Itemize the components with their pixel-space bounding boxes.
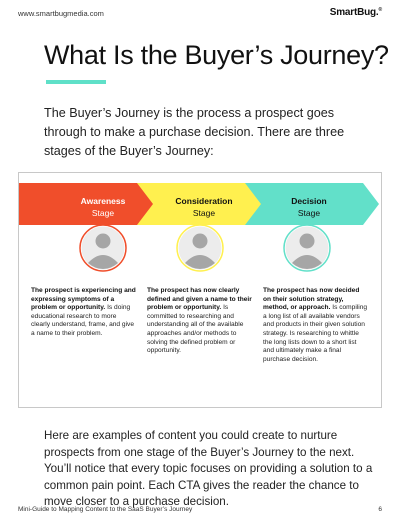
awareness-avatar-icon bbox=[80, 225, 126, 271]
page-title: What Is the Buyer’s Journey? bbox=[44, 40, 389, 70]
awareness-stage-label: Awareness Stage bbox=[80, 196, 126, 218]
consideration-stage-label: Consideration Stage bbox=[175, 196, 233, 218]
title-accent-rule bbox=[46, 80, 106, 84]
page-number: 6 bbox=[378, 506, 382, 513]
decision-avatar-icon bbox=[284, 225, 330, 271]
awareness-description: The prospect is experiencing and expressing symptoms of a problem or opportunity. Is doing educational research to more clearly understand, frame, and give a name to their problem. bbox=[31, 287, 136, 337]
smartbug-logo: SmartBug.® bbox=[329, 7, 382, 18]
outro-paragraph: Here are examples of content you could create to nurture prospects from one stage of the Buyer’s Journey to the next. You’ll notice that every topic focuses on providing a solution to a common pain point. Each CTA gives the reader the chance to move closer to a purchase decision. bbox=[44, 429, 373, 509]
intro-paragraph: The Buyer’s Journey is the process a prospect goes through to make a purchase decision. There are three stages of the Buyer’s Journey: bbox=[44, 106, 345, 158]
consideration-description: The prospect has now clearly defined and given a name to their problem or opportunity. Is committed to researching and understanding all of the available approaches and/or methods to solving the defined problem or opportunity. bbox=[147, 287, 252, 355]
decision-description: The prospect has now decided on their solution strategy, method, or approach. Is compiling a long list of all available vendors and products in their given solution strategy. Is researching to whittle the long lists down to a short list and ultimately make a final purchase decision. bbox=[263, 287, 368, 363]
footer-guide-title: Mini-Guide to Mapping Content to the SaaS Buyer’s Journey bbox=[18, 506, 193, 513]
site-url: www.smartbugmedia.com bbox=[18, 9, 104, 18]
buyers-journey-diagram bbox=[18, 172, 382, 408]
decision-stage-label: Decision Stage bbox=[291, 196, 327, 218]
consideration-avatar-icon bbox=[177, 225, 223, 271]
